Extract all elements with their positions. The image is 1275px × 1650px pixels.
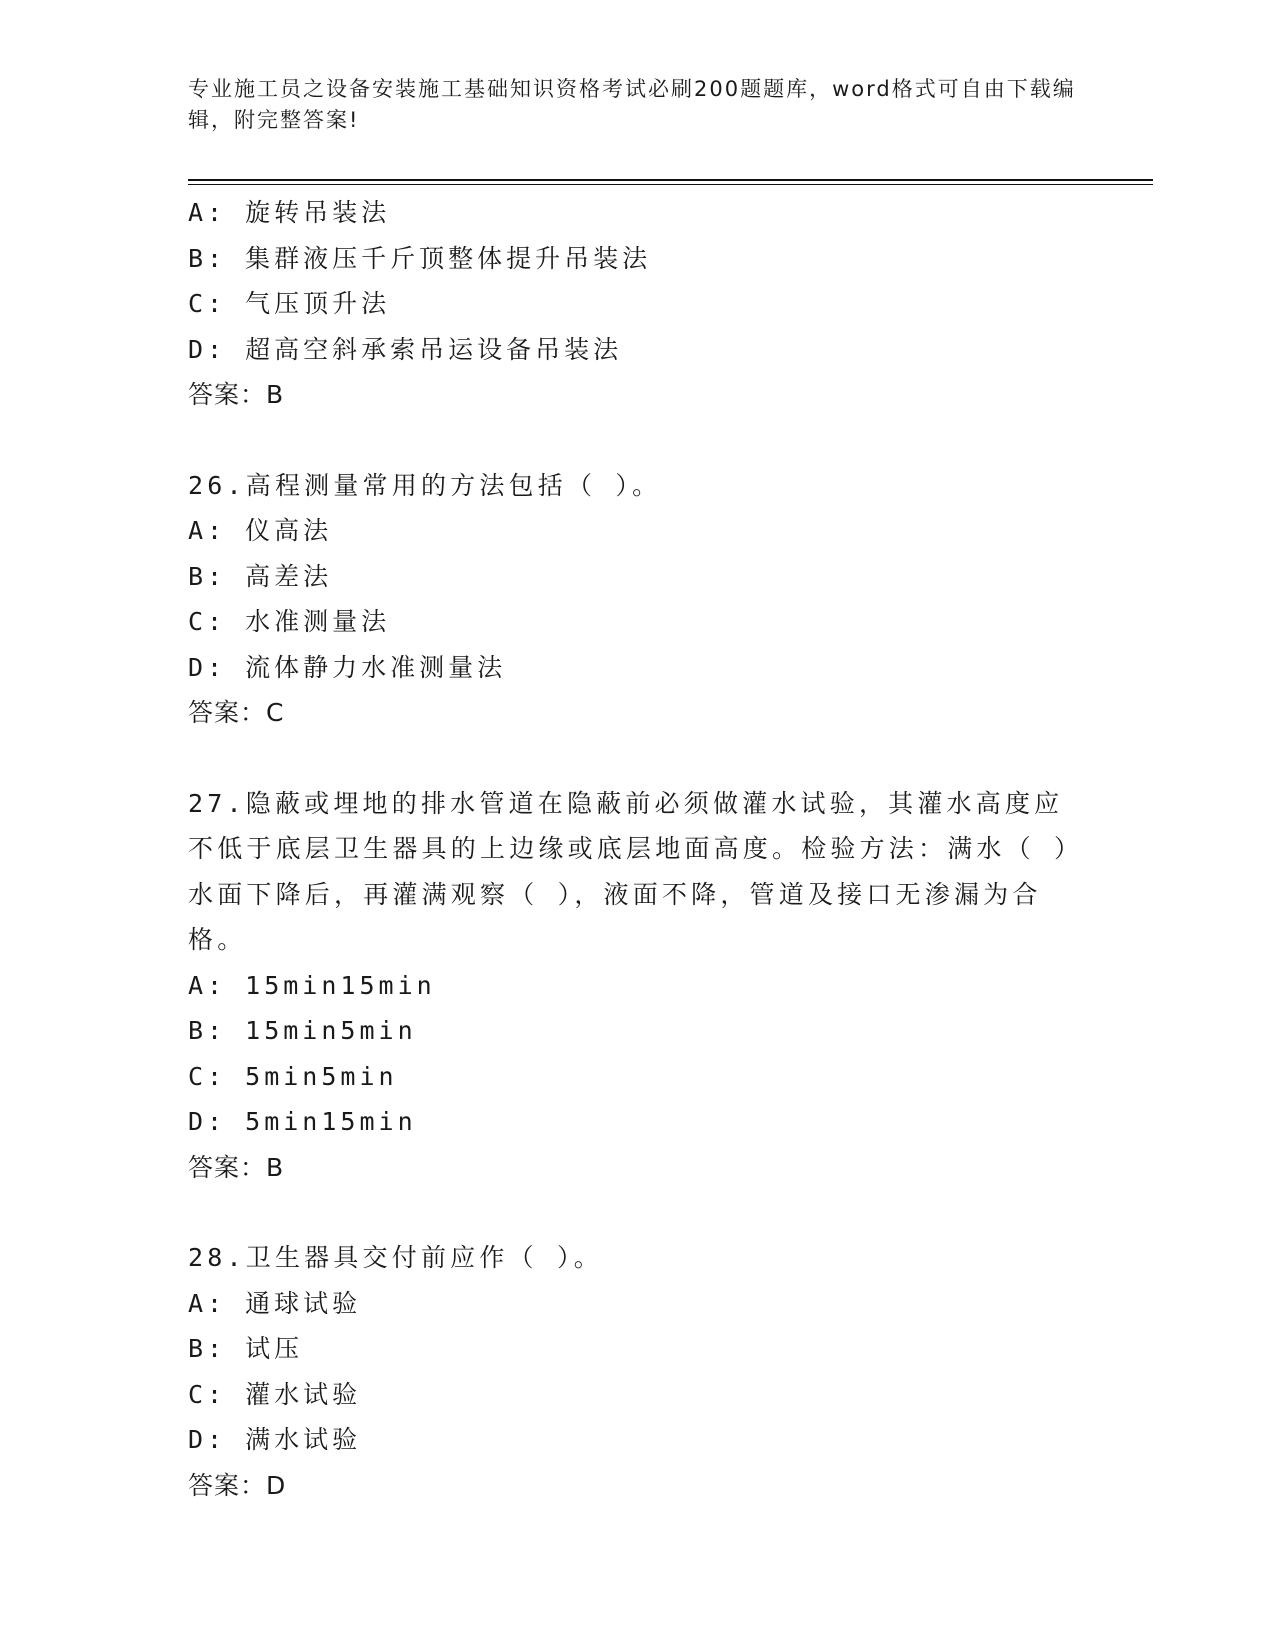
option-b: B: 15min5min	[188, 1016, 417, 1045]
option-d: D: 5min15min	[188, 1107, 417, 1136]
header-divider-thick	[188, 179, 1153, 181]
question-stem: 28.卫生器具交付前应作（ ）。	[188, 1243, 603, 1272]
question-stem: 27.隐蔽或埋地的排水管道在隐蔽前必须做灌水试验，其灌水高度应不低于底层卫生器具的上边缘或底层地面高度。检验方法：满水（ ）水面下降后，再灌满观察（ ），液面不降，管道及接口无渗漏为合格。	[188, 788, 1084, 954]
option-d: D: 流体静力水准测量法	[188, 652, 507, 682]
option-a: A: 仪高法	[188, 516, 333, 545]
question-26	[188, 463, 1088, 736]
header-divider-thin	[188, 184, 1153, 185]
answer: 答案：C	[188, 698, 285, 727]
option-b: B: 集群液压千斤顶整体提升吊装法	[188, 243, 652, 273]
question-27	[188, 781, 1088, 1191]
spacer	[188, 736, 1088, 781]
answer: 答案：B	[188, 1152, 285, 1182]
option-a: A: 旋转吊装法	[188, 198, 391, 227]
option-c: C: 灌水试验	[188, 1379, 362, 1409]
option-c: C: 水准测量法	[188, 607, 391, 636]
answer: 答案：D	[188, 1470, 287, 1500]
answer: 答案：B	[188, 380, 285, 409]
question-28	[188, 1235, 1088, 1508]
option-b: B: 试压	[188, 1334, 304, 1363]
option-a: A: 15min15min	[188, 970, 436, 1000]
option-d: D: 满水试验	[188, 1425, 362, 1454]
spacer	[188, 1190, 1088, 1235]
question-list	[188, 190, 1088, 1508]
question-stem: 26.高程测量常用的方法包括（ ）。	[188, 470, 662, 500]
option-a: A: 通球试验	[188, 1288, 362, 1318]
option-b: B: 高差法	[188, 561, 333, 591]
spacer	[188, 418, 1088, 463]
option-c: C: 5min5min	[188, 1061, 398, 1091]
document-header: 专业施工员之设备安装施工基础知识资格考试必刷200题题库，word格式可自由下载编辑，附完整答案!	[188, 77, 1076, 132]
option-c: C: 气压顶升法	[188, 289, 391, 318]
option-d: D: 超高空斜承索吊运设备吊装法	[188, 334, 623, 364]
question-25	[188, 190, 1088, 418]
